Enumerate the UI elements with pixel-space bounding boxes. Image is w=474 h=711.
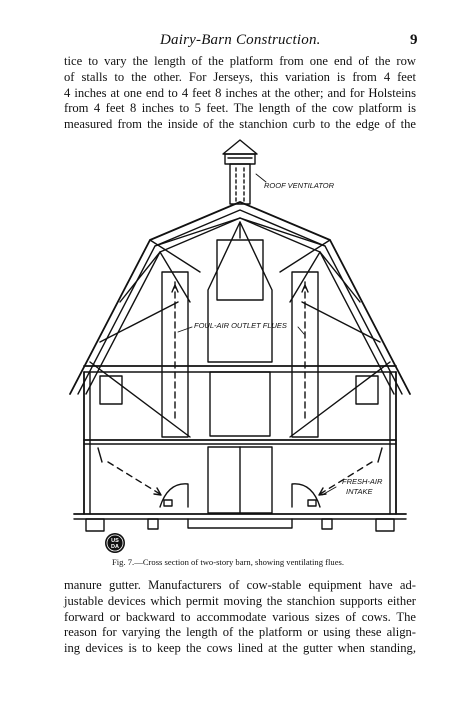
roof-ventilator-drawing (223, 140, 257, 204)
caption-prefix: Fig. 7. (112, 557, 135, 567)
foul-air-flues (162, 272, 318, 437)
text-line: forward or backward to accommodate various sizes of cows. The (64, 609, 416, 624)
text-line: tice to vary the length of the platform from one end of the row (64, 54, 416, 68)
body-paragraph-bottom (64, 578, 416, 657)
barn-drawing (60, 122, 420, 554)
text-line: 4 inches at one end to 4 feet 8 inches at the other; and for Holsteins (64, 85, 416, 100)
text-line: ing devices is to keep the cows lined at the gutter when standing, (64, 641, 416, 656)
text-line: justable devices which permit moving the stanchion supports either (64, 593, 416, 608)
running-title: Dairy-Barn Construction. (160, 32, 321, 48)
svg-text:US: US (111, 538, 119, 544)
usda-logo (104, 532, 126, 554)
text-line: of stalls to the other. For Jerseys, this variation is from 4 feet (64, 69, 416, 84)
barn-cross-section-figure (60, 122, 420, 554)
page-number: 9 (410, 32, 418, 48)
figure-caption (112, 557, 432, 567)
running-head (0, 32, 474, 52)
text-line: from 4 feet 8 inches to 5 feet. The length of the cow platform is (64, 101, 416, 116)
text-line: reason for varying the length of the platform or using these align- (64, 625, 416, 640)
text-line: manure gutter. Manufacturers of cow-stable equipment have ad- (64, 578, 416, 592)
caption-text: —Cross section of two-story barn, showing ventilating flues. (134, 557, 345, 567)
label-foul-air-flues: FOUL-AIR OUTLET FLUES (194, 321, 287, 330)
svg-text:DA: DA (111, 544, 119, 550)
text-line: measured from the inside of the stanchion curb to the edge of the (64, 117, 416, 132)
label-roof-ventilator: ROOF VENTILATOR (264, 181, 335, 190)
label-fresh-air-line2: INTAKE (346, 487, 373, 496)
label-fresh-air-line1: FRESH-AIR (342, 477, 383, 486)
